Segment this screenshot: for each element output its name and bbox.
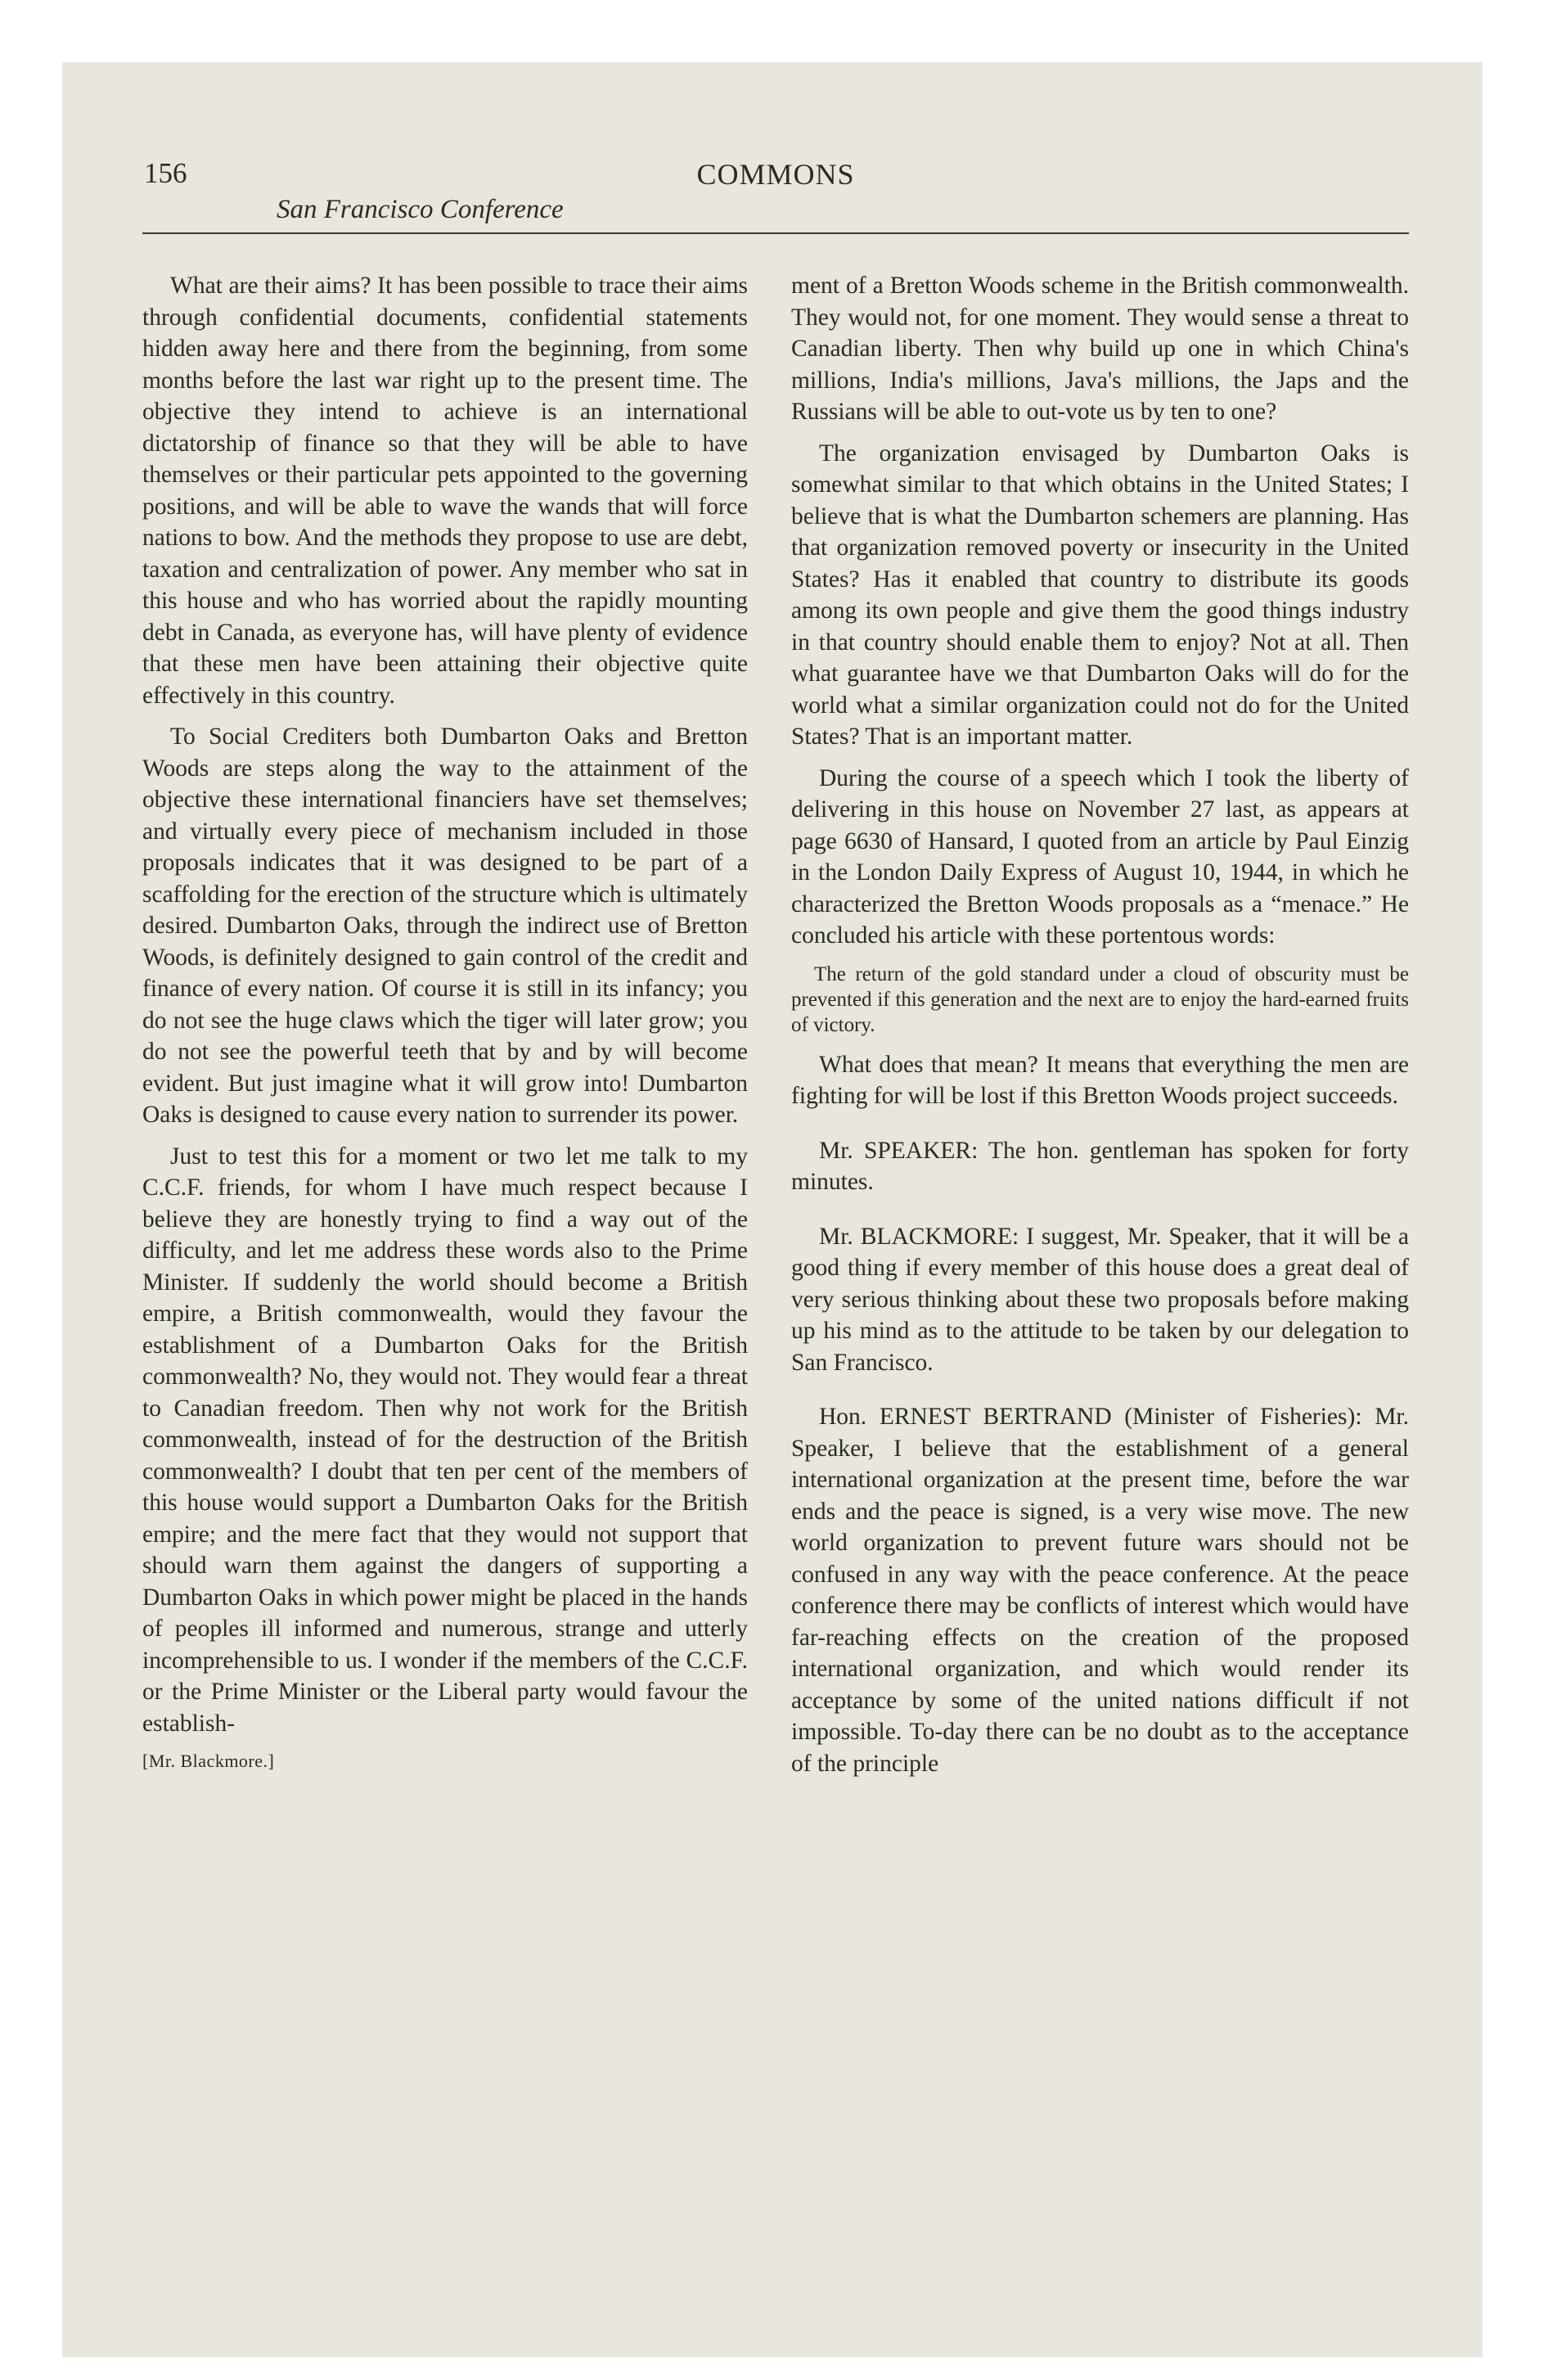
speech-paragraph: Mr. BLACKMORE: I suggest, Mr. Speaker, that it will be a good thing if every member of this house does a great deal of very serious thinking about these two proposals before making up his mind as to the attitude to be taken by our delegation to San Francisco.	[791, 1223, 1409, 1376]
page-number: 156	[144, 157, 187, 189]
speech-paragraph: Hon. ERNEST BERTRAND (Minister of Fisheries): Mr. Speaker, I believe that the establishment of a general international organization at the present time, before the war ends and the peace is signed, is a very wise move. The new world organization to prevent future wars should not be confused in any way with the peace conference. At the peace conference there may be conflicts of interest which would have far-reaching effects on the creation of the proposed international organization, and which would render its acceptance by some of the united nations difficult if not impossible. To-day there can be no doubt as to the acceptance of the principle	[791, 1404, 1409, 1777]
speaker-attribution: [Mr. Blackmore.]	[142, 1751, 275, 1771]
speech-paragraph: Mr. SPEAKER: The hon. gentleman has spoken for forty minutes.	[791, 1137, 1409, 1195]
continued-paragraph: ment of a Bretton Woods scheme in the British commonwealth. They would not, for one moment. They would sense a threat to Canadian liberty. Then why build up one in which China's millions, India's millions, Java's millions, the Japs and the Russians will be able to out-vote us by ten to one?	[791, 273, 1409, 425]
paragraph: What are their aims? It has been possible to trace their aims through confidential documents, confidential statements hidden away here and there from the beginning, from some months before the last war right up to the present time. The objective they intend to achieve is an international dictatorship of finance so that they will be able to have themselves or their particular pets appointed to the governing positions, and will be able to wave the wands that will force nations to bow. And the methods they propose to use are debt, taxation and centralization of power. Any member who sat in this house and who has worried about the rapidly mounting debt in Canada, as everyone has, will have plenty of evidence that these men have been attaining their objective quite effectively in this country.	[142, 273, 748, 709]
paragraph: During the course of a speech which I took the liberty of delivering in this house on November 27 last, as appears at page 6630 of Hansard, I quoted from an article by Paul Einzig in the London Daily Express of August 10, 1944, in which he characterized the Bretton Woods proposals as a “menace.” He concluded his article with these portentous words:	[791, 764, 1409, 949]
paragraph: What does that mean? It means that everything the men are fighting for will be lost if this Bretton Woods project succeeds.	[791, 1051, 1409, 1109]
running-title: COMMONS	[696, 158, 855, 191]
paragraph: The organization envisaged by Dumbarton Oaks is somewhat similar to that which obtains in the United States; I believe that is what the Dumbarton schemers are planning. Has that organization removed poverty or insecurity in the United States? Has it enabled that country to distribute its goods among its own people and give them the good things industry in that country should enable them to enjoy? Not at all. Then what guarantee have we that Dumbarton Oaks will do for the world what a similar organization could not do for the United States? That is an important matter.	[791, 439, 1409, 750]
text-columns	[142, 270, 1409, 1789]
section-subheading: San Francisco Conference	[277, 195, 564, 224]
paragraph: To Social Crediters both Dumbarton Oaks and Bretton Woods are steps along the way to the attainment of the objective these international financiers have set themselves; and virtually every piece of mechanism included in those proposals indicates that it was designed to be part of a scaffolding for the erection of the structure which is ultimately desired. Dumbarton Oaks, through the indirect use of Bretton Woods, is definitely designed to gain control of the credit and finance of every nation. Of course it is still in its infancy; you do not see the huge claws which the tiger will later grow; you do not see the powerful teeth that by and by will become evident. But just imagine what it will grow into! Dumbarton Oaks is designed to cause every nation to surrender its power.	[142, 723, 748, 1128]
right-column	[791, 270, 1409, 1789]
document-page	[142, 147, 1409, 2292]
left-column	[142, 270, 748, 1789]
block-quote: The return of the gold standard under a cloud of obscurity must be prevented if this generation and the next are to enjoy the hard-earned fruits of victory.	[791, 962, 1409, 1036]
page-header	[142, 147, 1409, 234]
paragraph: Just to test this for a moment or two let me talk to my C.C.F. friends, for whom I have much respect because I believe they are honestly trying to find a way out of the difficulty, and let me address these words also to the Prime Minister. If suddenly the world should become a British empire, a British commonwealth, would they favour the establishment of a Dumbarton Oaks for the British commonwealth? No, they would not. They would fear a threat to Canadian freedom. Then why not work for the British commonwealth, instead of for the destruction of the British commonwealth? I doubt that ten per cent of the members of this house would support a Dumbarton Oaks for the British empire; and the mere fact that they would not support that should warn them against the dangers of supporting a Dumbarton Oaks in which power might be placed in the hands of peoples ill informed and numerous, strange and utterly incomprehensible to us. I wonder if the members of the C.C.F. or the Prime Minister or the Liberal party would favour the establish-	[142, 1143, 748, 1737]
